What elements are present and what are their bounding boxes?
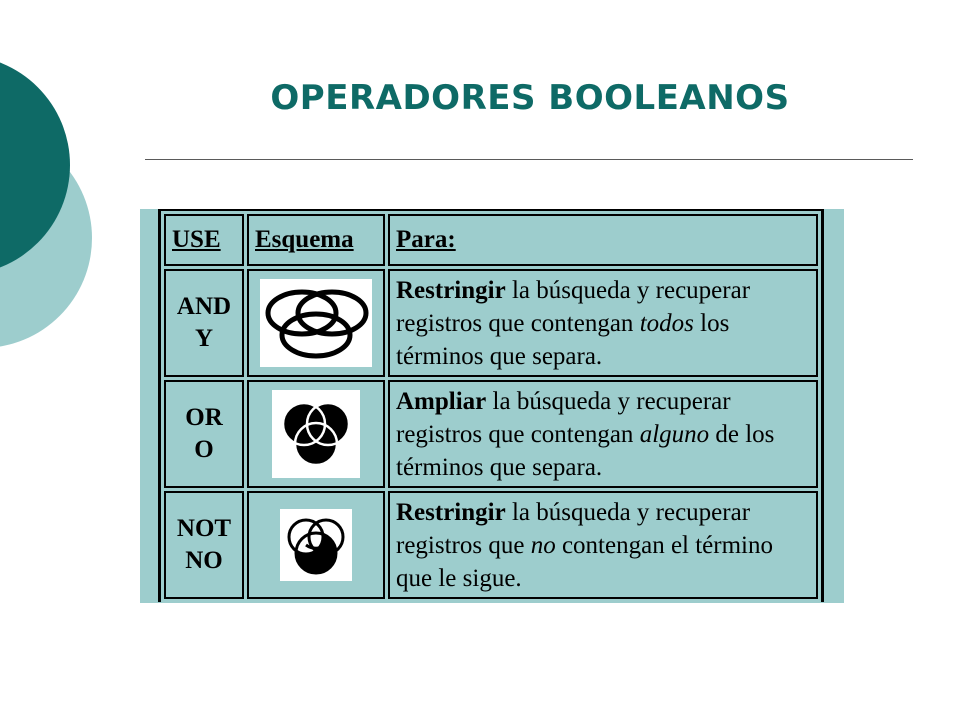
description-emphasis: alguno — [639, 420, 710, 448]
operator-name-es: Y — [194, 325, 214, 352]
header-use: USE — [164, 214, 244, 266]
description-text: la búsqueda y recuperar registros que — [396, 498, 751, 559]
description-text: la búsqueda y recuperar registros que contengan — [396, 276, 751, 337]
operator-cell — [164, 380, 244, 488]
table-header-row — [164, 214, 818, 266]
table-row — [164, 380, 818, 488]
operator-name: NOT — [176, 515, 232, 542]
operator-cell — [164, 269, 244, 377]
description-cell — [388, 491, 818, 599]
venn-exclusion-icon — [280, 509, 352, 581]
operator-name-es: O — [194, 436, 214, 463]
description-text-end: de los términos que separa. — [396, 420, 775, 481]
description-cell — [388, 269, 818, 377]
description-cell — [388, 380, 818, 488]
description-text: la búsqueda y recuperar registros que contengan — [396, 387, 731, 448]
header-schema: Esquema — [247, 214, 385, 266]
description-keyword: Restringir — [396, 498, 506, 526]
table-row — [164, 269, 818, 377]
page-title: OPERADORES BOOLEANOS — [270, 78, 790, 118]
description-text-end: los términos que separa. — [396, 309, 730, 370]
description-keyword: Ampliar — [396, 387, 487, 415]
header-for: Para: — [388, 214, 818, 266]
description-keyword: Restringir — [396, 276, 506, 304]
title-divider — [145, 159, 913, 160]
description-emphasis: no — [530, 531, 556, 559]
description-emphasis: todos — [639, 309, 694, 337]
venn-intersection-icon — [260, 279, 372, 367]
table-panel — [140, 209, 844, 603]
decorative-circles — [0, 0, 120, 400]
schema-cell — [247, 380, 385, 488]
schema-cell — [247, 269, 385, 377]
description-text-end: contengan el término que le sigue. — [396, 531, 773, 592]
venn-union-icon — [272, 390, 360, 478]
operator-name: AND — [176, 293, 232, 320]
operator-name: OR — [185, 404, 223, 431]
boolean-operators-table — [158, 209, 824, 602]
table-row — [164, 491, 818, 599]
operator-cell — [164, 491, 244, 599]
operator-name-es: NO — [185, 547, 223, 574]
schema-cell — [247, 491, 385, 599]
